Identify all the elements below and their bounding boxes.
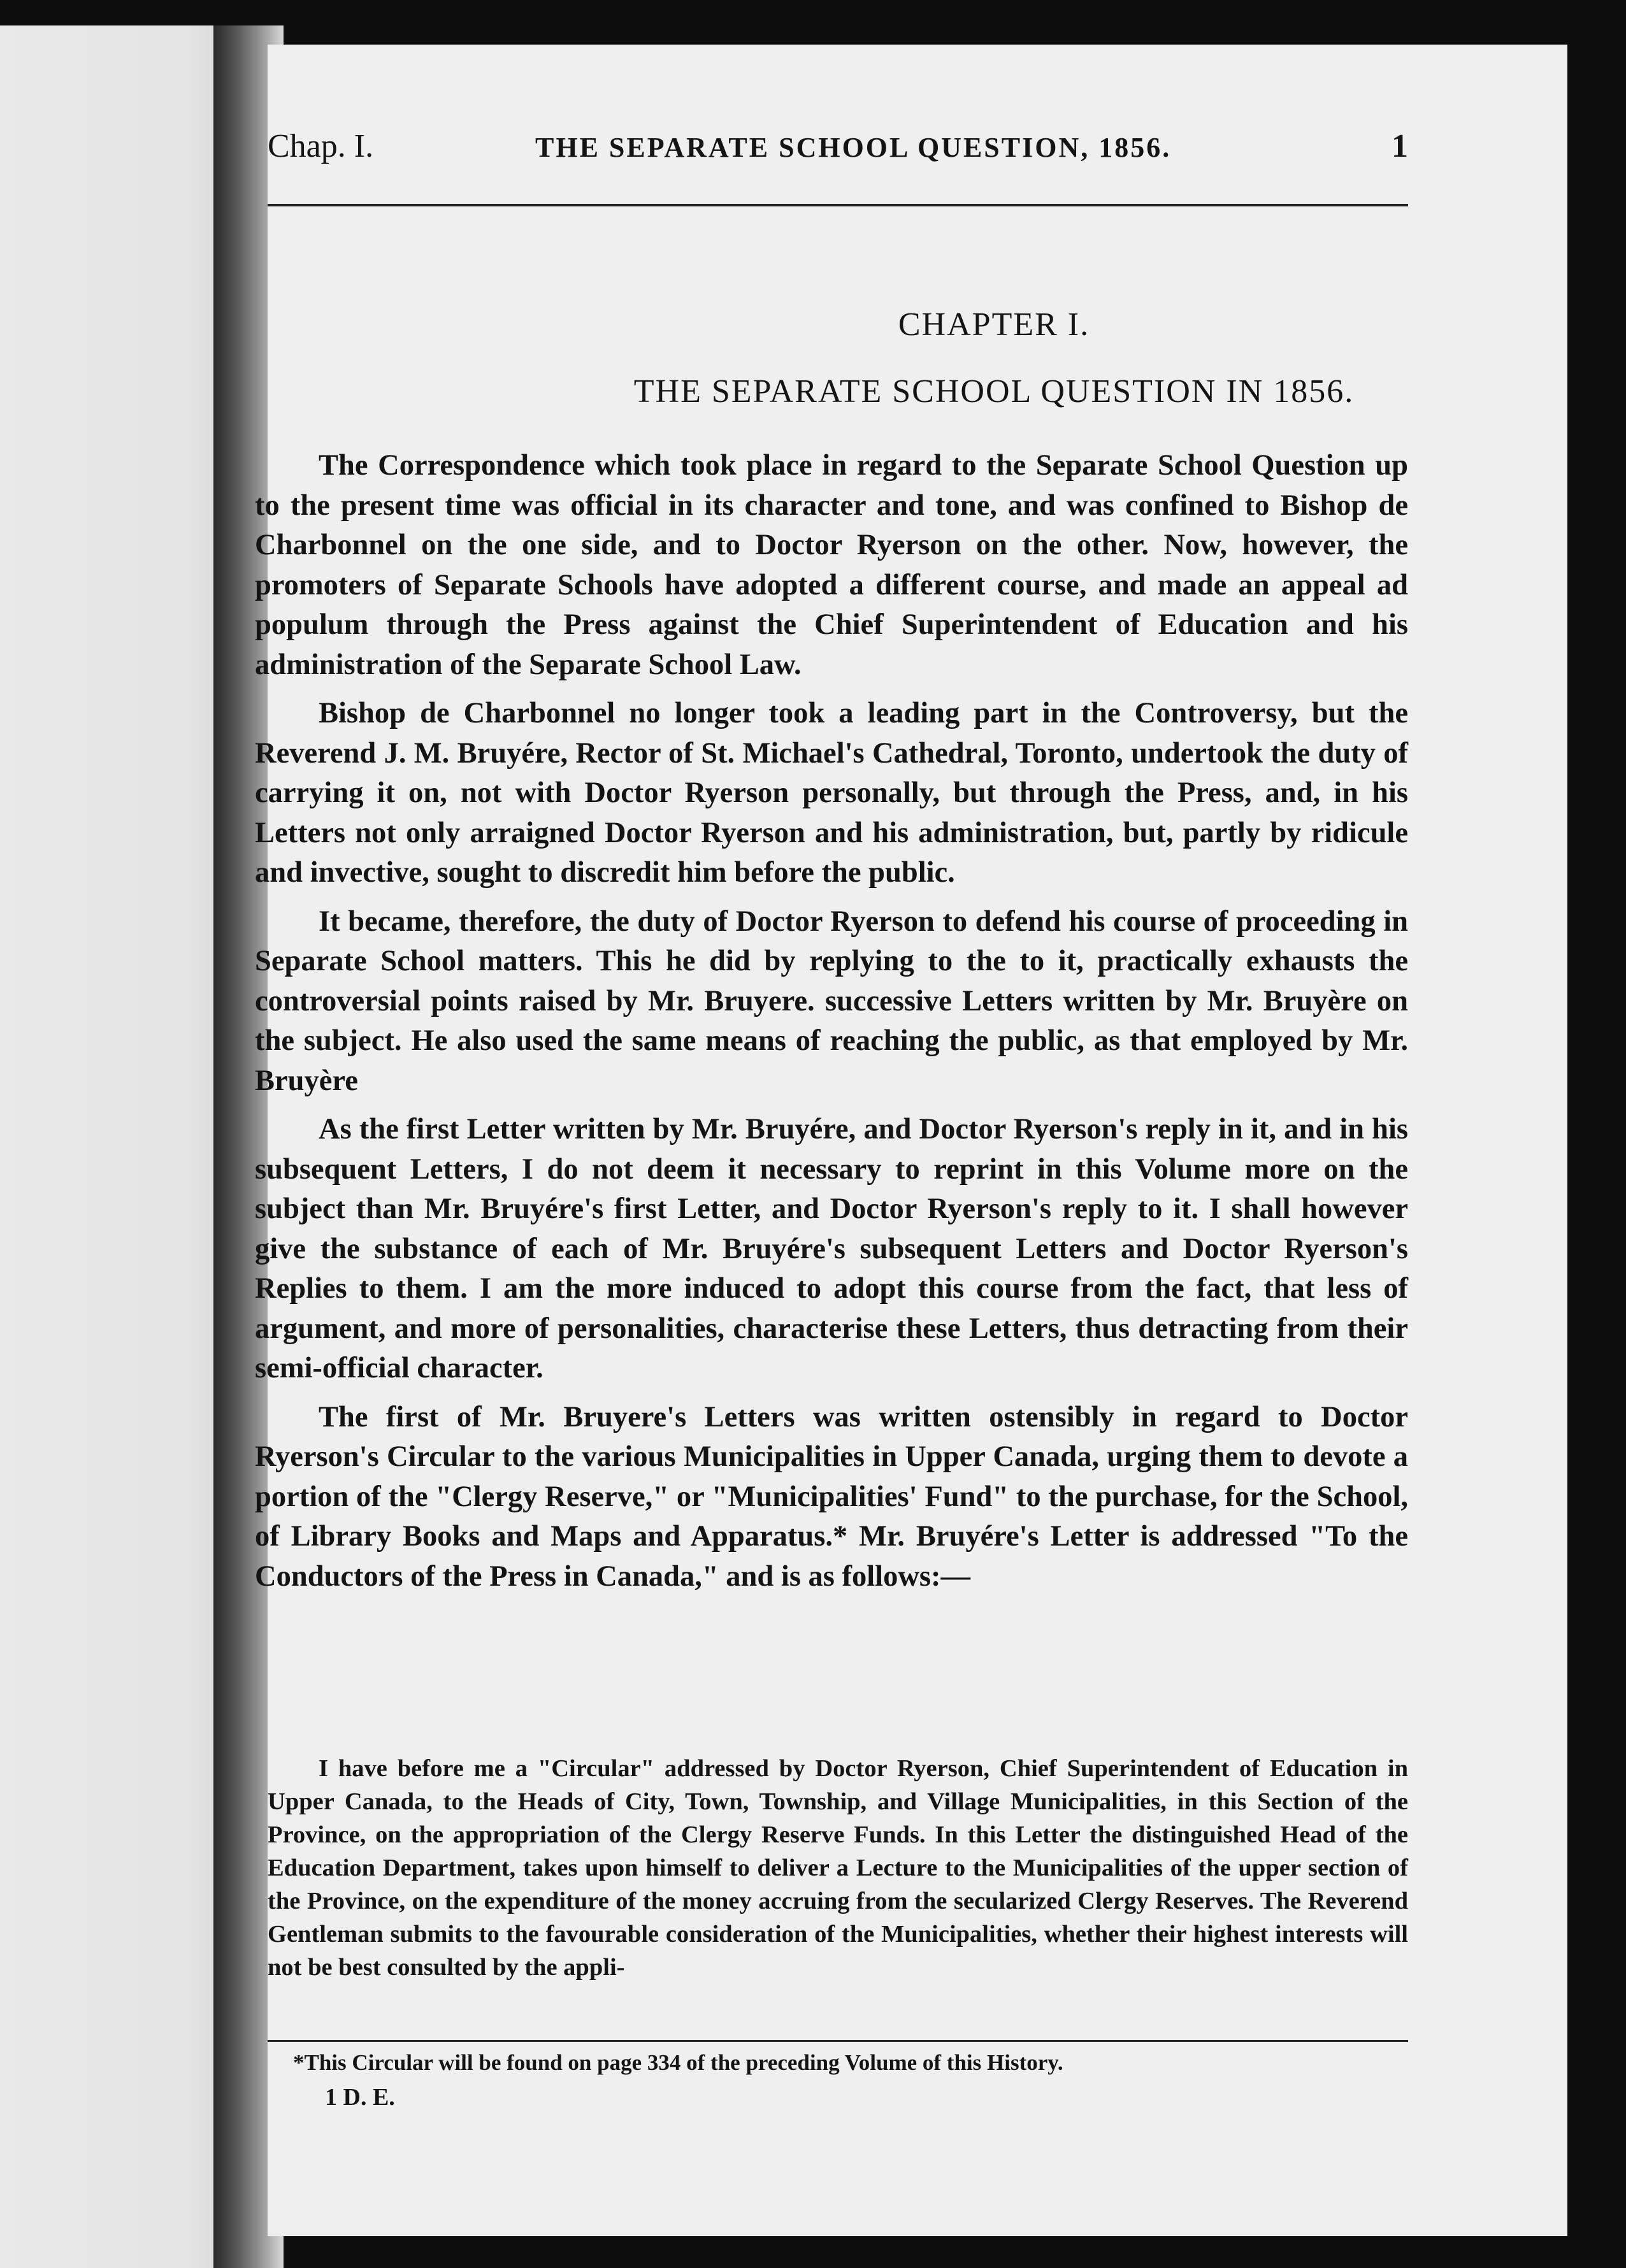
running-head-title: THE SEPARATE SCHOOL QUESTION, 1856.	[535, 132, 1172, 163]
quoted-letter-text: I have before me a "Circular" addressed by Doctor Ryerson, Chief Superintendent of Education in Upper Canada, to the Heads of City, Town, Township, and Village Municipalities, in this Section of the Province, on the appropriation of the Clergy Reserve Funds. In this Letter the distinguished Head of the Education Department, takes upon himself to deliver a Lecture to the Municipalities of the upper section of the Province, on the expenditure of the money accruing from the secularized Clergy Reserves. The Reverend Gentleman submits to the favourable consideration of the Municipalities, whether their highest interests will not be best consulted by the appli-	[268, 1755, 1408, 1981]
quoted-letter	[268, 1752, 1408, 1984]
page-number: 1	[1392, 128, 1408, 164]
chapter-title: CHAPTER I.	[898, 306, 1090, 343]
paragraph-4: As the first Letter written by Mr. Bruyére, and Doctor Ryerson's reply in it, and in his subsequent Letters, I do not deem it necessary to reprint in this Volume more on the subject than Mr. Bruyére's first Letter, and Doctor Ryerson's reply to it. I shall however give the substance of each of Mr. Bruyére's subsequent Letters and Doctor Ryerson's Replies to them. I am the more induced to adopt this course from the fact, that less of argument, and more of personalities, characterise these Letters, thus detracting from their semi-official character.	[255, 1113, 1408, 1384]
section-title: THE SEPARATE SCHOOL QUESTION IN 1856.	[633, 373, 1355, 410]
paragraph-3: It became, therefore, the duty of Doctor Ryerson to defend his course of proceeding in Separate School matters. This he did by replying to the to it, practically exhausts the controversial points raised by Mr. Bruyere. successive Letters written by Mr. Bruyère on the subject. He also used the same means of reaching the public, as that employed by Mr. Bruyère	[255, 905, 1408, 1097]
book-page	[255, 45, 1567, 2236]
body-text	[255, 446, 1408, 1605]
footnote-rule	[268, 2040, 1408, 2042]
running-head-chapter: Chap. I.	[268, 128, 374, 164]
header-rule	[268, 204, 1408, 206]
paragraph-1: The Correspondence which took place in regard to the Separate School Question up to the present time was official in its character and tone, and was confined to Bishop de Charbonnel on the one side, and to Doctor Ryerson on the other. Now, however, the promoters of Separate Schools have adopted a different course, and made an appeal ad populum through the Press against the Chief Superintendent of Education and his administration of the Separate School Law.	[255, 449, 1408, 681]
footnote: *This Circular will be found on page 334 of the preceding Volume of this History.	[293, 2050, 1063, 2075]
paragraph-5: The first of Mr. Bruyere's Letters was written ostensibly in regard to Doctor Ryerson's Circular to the various Municipalities in Upper Canada, urging them to devote a portion of the "Clergy Reserve," or "Municipalities' Fund" to the purchase, for the School, of Library Books and Maps and Apparatus.* Mr. Bruyére's Letter is addressed "To the Conductors of the Press in Canada," and is as follows:—	[255, 1400, 1408, 1593]
paragraph-2: Bishop de Charbonnel no longer took a leading part in the Controversy, but the Reverend J. M. Bruyére, Rector of St. Michael's Cathedral, Toronto, undertook the duty of carrying it on, not with Doctor Ryerson personally, but through the Press, and, in his Letters not only arraigned Doctor Ryerson and his administration, but, partly by ridicule and invective, sought to discredit him before the public.	[255, 697, 1408, 889]
running-head	[268, 127, 1408, 172]
printer-signature: 1 D. E.	[325, 2084, 395, 2111]
